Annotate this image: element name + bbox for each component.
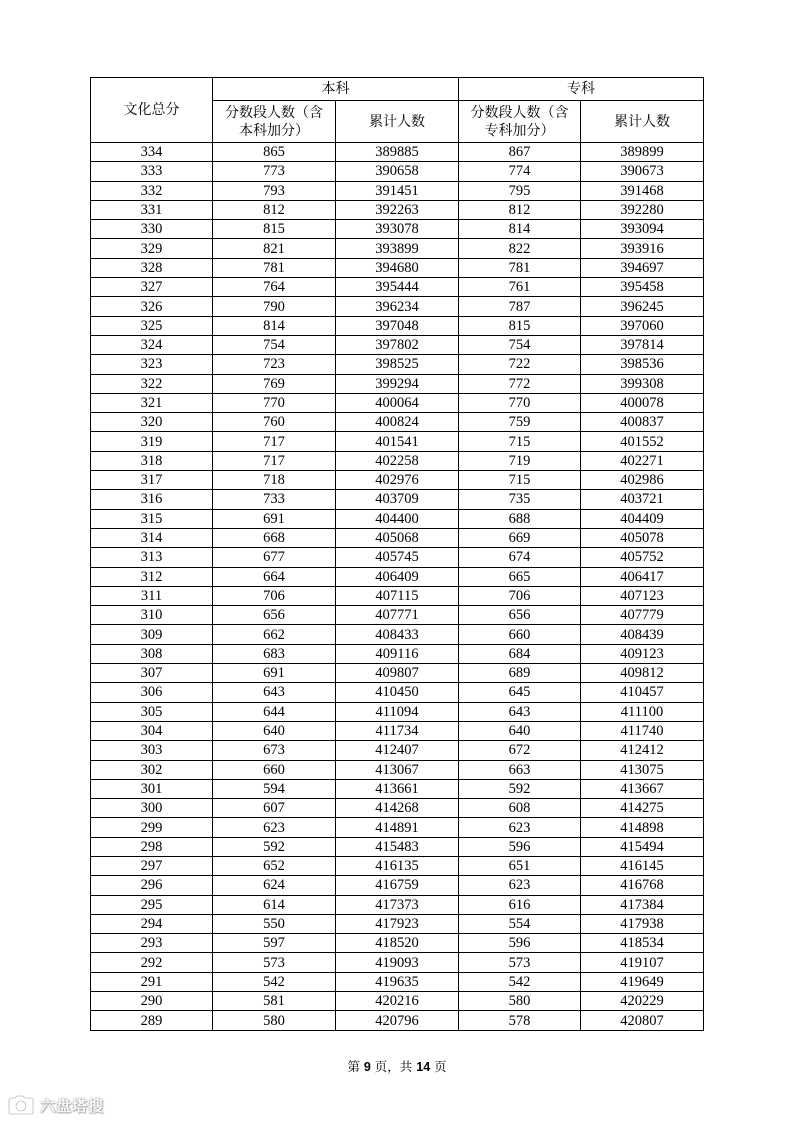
table-row [91, 490, 704, 509]
college-cumulative-cell: 402986 [581, 471, 704, 490]
undergrad-cumulative-cell: 419093 [336, 953, 459, 972]
score-cell: 322 [91, 374, 213, 393]
score-cell: 334 [91, 143, 213, 162]
undergrad-cumulative-cell: 407771 [336, 606, 459, 625]
undergrad-segment-cell: 814 [213, 316, 336, 335]
college-cumulative-cell: 393094 [581, 220, 704, 239]
header-college-segment: 分数段人数（含专科加分） [459, 101, 581, 143]
header-score: 文化总分 [91, 78, 213, 143]
score-cell: 321 [91, 393, 213, 412]
undergrad-segment-cell: 592 [213, 837, 336, 856]
undergrad-cumulative-cell: 417923 [336, 914, 459, 933]
college-cumulative-cell: 404409 [581, 509, 704, 528]
undergrad-cumulative-cell: 408433 [336, 625, 459, 644]
undergrad-cumulative-cell: 395444 [336, 278, 459, 297]
college-cumulative-cell: 411740 [581, 721, 704, 740]
undergrad-cumulative-cell: 403709 [336, 490, 459, 509]
undergrad-cumulative-cell: 410450 [336, 683, 459, 702]
undergrad-segment-cell: 733 [213, 490, 336, 509]
score-cell: 323 [91, 355, 213, 374]
score-cell: 312 [91, 567, 213, 586]
table-row [91, 721, 704, 740]
undergrad-cumulative-cell: 415483 [336, 837, 459, 856]
header-undergrad-segment: 分数段人数（含本科加分） [213, 101, 336, 143]
table-row [91, 316, 704, 335]
college-segment-cell: 640 [459, 721, 581, 740]
undergrad-cumulative-cell: 400824 [336, 413, 459, 432]
college-segment-cell: 735 [459, 490, 581, 509]
undergrad-segment-cell: 706 [213, 586, 336, 605]
college-cumulative-cell: 397814 [581, 335, 704, 354]
undergrad-segment-cell: 644 [213, 702, 336, 721]
table-row [91, 914, 704, 933]
undergrad-cumulative-cell: 409807 [336, 664, 459, 683]
undergrad-cumulative-cell: 394680 [336, 258, 459, 277]
table-row [91, 644, 704, 663]
undergrad-cumulative-cell: 409116 [336, 644, 459, 663]
table-row [91, 374, 704, 393]
undergrad-cumulative-cell: 390658 [336, 162, 459, 181]
undergrad-cumulative-cell: 419635 [336, 972, 459, 991]
undergrad-segment-cell: 717 [213, 451, 336, 470]
college-segment-cell: 651 [459, 856, 581, 875]
college-cumulative-cell: 416768 [581, 876, 704, 895]
table-row [91, 509, 704, 528]
undergrad-segment-cell: 773 [213, 162, 336, 181]
table-row [91, 220, 704, 239]
undergrad-segment-cell: 677 [213, 548, 336, 567]
table-row [91, 606, 704, 625]
college-segment-cell: 608 [459, 799, 581, 818]
score-cell: 303 [91, 741, 213, 760]
undergrad-cumulative-cell: 412407 [336, 741, 459, 760]
college-segment-cell: 867 [459, 143, 581, 162]
college-cumulative-cell: 419107 [581, 953, 704, 972]
undergrad-cumulative-cell: 389885 [336, 143, 459, 162]
undergrad-segment-cell: 664 [213, 567, 336, 586]
table-row [91, 1011, 704, 1030]
score-cell: 290 [91, 992, 213, 1011]
college-segment-cell: 623 [459, 818, 581, 837]
undergrad-cumulative-cell: 397048 [336, 316, 459, 335]
college-cumulative-cell: 418534 [581, 934, 704, 953]
college-cumulative-cell: 414275 [581, 799, 704, 818]
college-segment-cell: 674 [459, 548, 581, 567]
college-segment-cell: 616 [459, 895, 581, 914]
undergrad-segment-cell: 580 [213, 1011, 336, 1030]
college-segment-cell: 672 [459, 741, 581, 760]
table-row [91, 451, 704, 470]
undergrad-segment-cell: 723 [213, 355, 336, 374]
college-segment-cell: 663 [459, 760, 581, 779]
college-segment-cell: 822 [459, 239, 581, 258]
score-cell: 299 [91, 818, 213, 837]
undergrad-cumulative-cell: 401541 [336, 432, 459, 451]
college-cumulative-cell: 395458 [581, 278, 704, 297]
undergrad-segment-cell: 652 [213, 856, 336, 875]
score-cell: 300 [91, 799, 213, 818]
college-cumulative-cell: 410457 [581, 683, 704, 702]
college-cumulative-cell: 398536 [581, 355, 704, 374]
score-cell: 324 [91, 335, 213, 354]
college-cumulative-cell: 393916 [581, 239, 704, 258]
table-row [91, 586, 704, 605]
undergrad-segment-cell: 683 [213, 644, 336, 663]
score-cell: 313 [91, 548, 213, 567]
score-cell: 319 [91, 432, 213, 451]
score-cell: 331 [91, 200, 213, 219]
table-row [91, 799, 704, 818]
college-segment-cell: 542 [459, 972, 581, 991]
undergrad-segment-cell: 760 [213, 413, 336, 432]
score-cell: 294 [91, 914, 213, 933]
score-cell: 306 [91, 683, 213, 702]
score-cell: 292 [91, 953, 213, 972]
college-cumulative-cell: 409812 [581, 664, 704, 683]
undergrad-cumulative-cell: 404400 [336, 509, 459, 528]
score-cell: 309 [91, 625, 213, 644]
undergrad-cumulative-cell: 397802 [336, 335, 459, 354]
footer-total-pages: 14 [416, 1060, 431, 1074]
college-cumulative-cell: 417938 [581, 914, 704, 933]
college-segment-cell: 754 [459, 335, 581, 354]
undergrad-cumulative-cell: 405068 [336, 528, 459, 547]
undergrad-segment-cell: 821 [213, 239, 336, 258]
undergrad-segment-cell: 594 [213, 779, 336, 798]
college-segment-cell: 623 [459, 876, 581, 895]
undergrad-cumulative-cell: 391451 [336, 181, 459, 200]
college-cumulative-cell: 401552 [581, 432, 704, 451]
table-row [91, 895, 704, 914]
college-cumulative-cell: 397060 [581, 316, 704, 335]
watermark [6, 1094, 104, 1116]
header-undergrad-cumulative: 累计人数 [336, 101, 459, 143]
header-college-group: 专科 [459, 78, 704, 101]
table-row [91, 664, 704, 683]
table-row [91, 934, 704, 953]
table-row [91, 200, 704, 219]
college-segment-cell: 812 [459, 200, 581, 219]
undergrad-cumulative-cell: 407115 [336, 586, 459, 605]
undergrad-cumulative-cell: 402258 [336, 451, 459, 470]
college-segment-cell: 814 [459, 220, 581, 239]
score-cell: 315 [91, 509, 213, 528]
college-segment-cell: 592 [459, 779, 581, 798]
table-row [91, 143, 704, 162]
college-segment-cell: 596 [459, 934, 581, 953]
table-body [91, 143, 704, 1031]
table-row [91, 741, 704, 760]
score-cell: 311 [91, 586, 213, 605]
college-cumulative-cell: 392280 [581, 200, 704, 219]
score-cell: 293 [91, 934, 213, 953]
undergrad-cumulative-cell: 420796 [336, 1011, 459, 1030]
table-row [91, 239, 704, 258]
undergrad-cumulative-cell: 393899 [336, 239, 459, 258]
undergrad-cumulative-cell: 411094 [336, 702, 459, 721]
college-cumulative-cell: 415494 [581, 837, 704, 856]
college-cumulative-cell: 407123 [581, 586, 704, 605]
score-cell: 305 [91, 702, 213, 721]
college-segment-cell: 554 [459, 914, 581, 933]
undergrad-cumulative-cell: 393078 [336, 220, 459, 239]
table-row [91, 760, 704, 779]
undergrad-cumulative-cell: 414891 [336, 818, 459, 837]
table-row [91, 818, 704, 837]
college-segment-cell: 772 [459, 374, 581, 393]
college-segment-cell: 596 [459, 837, 581, 856]
score-cell: 301 [91, 779, 213, 798]
undergrad-segment-cell: 781 [213, 258, 336, 277]
table-row [91, 625, 704, 644]
score-cell: 333 [91, 162, 213, 181]
college-segment-cell: 580 [459, 992, 581, 1011]
undergrad-segment-cell: 691 [213, 664, 336, 683]
college-segment-cell: 643 [459, 702, 581, 721]
college-cumulative-cell: 405752 [581, 548, 704, 567]
undergrad-segment-cell: 718 [213, 471, 336, 490]
undergrad-segment-cell: 668 [213, 528, 336, 547]
score-cell: 328 [91, 258, 213, 277]
college-segment-cell: 795 [459, 181, 581, 200]
undergrad-segment-cell: 597 [213, 934, 336, 953]
college-segment-cell: 761 [459, 278, 581, 297]
college-cumulative-cell: 413667 [581, 779, 704, 798]
score-cell: 327 [91, 278, 213, 297]
college-cumulative-cell: 420807 [581, 1011, 704, 1030]
score-cell: 310 [91, 606, 213, 625]
score-cell: 316 [91, 490, 213, 509]
table-row [91, 992, 704, 1011]
college-segment-cell: 689 [459, 664, 581, 683]
undergrad-segment-cell: 815 [213, 220, 336, 239]
undergrad-cumulative-cell: 413067 [336, 760, 459, 779]
undergrad-segment-cell: 673 [213, 741, 336, 760]
college-segment-cell: 573 [459, 953, 581, 972]
college-segment-cell: 578 [459, 1011, 581, 1030]
college-segment-cell: 759 [459, 413, 581, 432]
table-row [91, 837, 704, 856]
undergrad-segment-cell: 769 [213, 374, 336, 393]
college-segment-cell: 715 [459, 432, 581, 451]
score-cell: 308 [91, 644, 213, 663]
undergrad-cumulative-cell: 414268 [336, 799, 459, 818]
score-cell: 320 [91, 413, 213, 432]
footer-prefix: 第 [347, 1059, 360, 1074]
table-row [91, 258, 704, 277]
college-segment-cell: 719 [459, 451, 581, 470]
college-segment-cell: 656 [459, 606, 581, 625]
score-cell: 304 [91, 721, 213, 740]
header-undergrad-group: 本科 [213, 78, 459, 101]
score-cell: 295 [91, 895, 213, 914]
college-cumulative-cell: 391468 [581, 181, 704, 200]
score-cell: 326 [91, 297, 213, 316]
undergrad-cumulative-cell: 418520 [336, 934, 459, 953]
college-cumulative-cell: 400078 [581, 393, 704, 412]
undergrad-segment-cell: 865 [213, 143, 336, 162]
college-cumulative-cell: 400837 [581, 413, 704, 432]
college-segment-cell: 774 [459, 162, 581, 181]
table-row [91, 471, 704, 490]
table-row [91, 779, 704, 798]
undergrad-cumulative-cell: 416135 [336, 856, 459, 875]
footer-middle: 页，共 [374, 1059, 413, 1074]
undergrad-segment-cell: 623 [213, 818, 336, 837]
undergrad-cumulative-cell: 416759 [336, 876, 459, 895]
score-cell: 325 [91, 316, 213, 335]
table-row [91, 335, 704, 354]
undergrad-cumulative-cell: 396234 [336, 297, 459, 316]
table-row [91, 702, 704, 721]
score-distribution-table [90, 77, 704, 1031]
college-cumulative-cell: 419649 [581, 972, 704, 991]
college-cumulative-cell: 416145 [581, 856, 704, 875]
undergrad-segment-cell: 754 [213, 335, 336, 354]
undergrad-segment-cell: 614 [213, 895, 336, 914]
college-cumulative-cell: 396245 [581, 297, 704, 316]
undergrad-segment-cell: 550 [213, 914, 336, 933]
college-segment-cell: 815 [459, 316, 581, 335]
college-segment-cell: 660 [459, 625, 581, 644]
footer-page-number: 9 [363, 1060, 371, 1074]
undergrad-cumulative-cell: 411734 [336, 721, 459, 740]
score-cell: 291 [91, 972, 213, 991]
college-cumulative-cell: 399308 [581, 374, 704, 393]
undergrad-segment-cell: 717 [213, 432, 336, 451]
table-row [91, 856, 704, 875]
undergrad-segment-cell: 640 [213, 721, 336, 740]
footer-suffix: 页 [434, 1059, 447, 1074]
score-cell: 298 [91, 837, 213, 856]
undergrad-cumulative-cell: 405745 [336, 548, 459, 567]
header-college-cumulative: 累计人数 [581, 101, 704, 143]
table-row [91, 278, 704, 297]
college-segment-cell: 688 [459, 509, 581, 528]
table-row [91, 953, 704, 972]
table-row [91, 297, 704, 316]
score-cell: 332 [91, 181, 213, 200]
table-row [91, 181, 704, 200]
undergrad-segment-cell: 691 [213, 509, 336, 528]
undergrad-segment-cell: 660 [213, 760, 336, 779]
college-segment-cell: 669 [459, 528, 581, 547]
undergrad-segment-cell: 662 [213, 625, 336, 644]
table-row [91, 528, 704, 547]
score-cell: 289 [91, 1011, 213, 1030]
undergrad-cumulative-cell: 400064 [336, 393, 459, 412]
undergrad-cumulative-cell: 417373 [336, 895, 459, 914]
undergrad-cumulative-cell: 398525 [336, 355, 459, 374]
camera-icon [6, 1094, 36, 1116]
table-row [91, 355, 704, 374]
undergrad-segment-cell: 542 [213, 972, 336, 991]
college-segment-cell: 787 [459, 297, 581, 316]
table-row [91, 413, 704, 432]
undergrad-segment-cell: 643 [213, 683, 336, 702]
score-cell: 330 [91, 220, 213, 239]
score-cell: 302 [91, 760, 213, 779]
table-row [91, 876, 704, 895]
table-row [91, 162, 704, 181]
undergrad-segment-cell: 656 [213, 606, 336, 625]
college-cumulative-cell: 389899 [581, 143, 704, 162]
table-row [91, 393, 704, 412]
college-segment-cell: 781 [459, 258, 581, 277]
undergrad-segment-cell: 812 [213, 200, 336, 219]
undergrad-segment-cell: 581 [213, 992, 336, 1011]
college-cumulative-cell: 394697 [581, 258, 704, 277]
undergrad-cumulative-cell: 413661 [336, 779, 459, 798]
college-cumulative-cell: 409123 [581, 644, 704, 663]
undergrad-cumulative-cell: 406409 [336, 567, 459, 586]
undergrad-cumulative-cell: 392263 [336, 200, 459, 219]
college-cumulative-cell: 411100 [581, 702, 704, 721]
college-cumulative-cell: 408439 [581, 625, 704, 644]
college-cumulative-cell: 402271 [581, 451, 704, 470]
undergrad-segment-cell: 624 [213, 876, 336, 895]
table-row [91, 972, 704, 991]
undergrad-segment-cell: 764 [213, 278, 336, 297]
college-cumulative-cell: 406417 [581, 567, 704, 586]
score-cell: 296 [91, 876, 213, 895]
college-cumulative-cell: 390673 [581, 162, 704, 181]
college-cumulative-cell: 417384 [581, 895, 704, 914]
watermark-text: 六盘塔搜 [40, 1096, 105, 1115]
college-cumulative-cell: 413075 [581, 760, 704, 779]
table-row [91, 567, 704, 586]
undergrad-cumulative-cell: 402976 [336, 471, 459, 490]
college-cumulative-cell: 420229 [581, 992, 704, 1011]
college-segment-cell: 665 [459, 567, 581, 586]
score-cell: 307 [91, 664, 213, 683]
undergrad-cumulative-cell: 420216 [336, 992, 459, 1011]
college-cumulative-cell: 414898 [581, 818, 704, 837]
college-segment-cell: 706 [459, 586, 581, 605]
table-row [91, 432, 704, 451]
college-segment-cell: 715 [459, 471, 581, 490]
college-cumulative-cell: 405078 [581, 528, 704, 547]
undergrad-segment-cell: 793 [213, 181, 336, 200]
undergrad-segment-cell: 607 [213, 799, 336, 818]
college-cumulative-cell: 407779 [581, 606, 704, 625]
score-cell: 318 [91, 451, 213, 470]
college-segment-cell: 770 [459, 393, 581, 412]
college-cumulative-cell: 412412 [581, 741, 704, 760]
college-segment-cell: 645 [459, 683, 581, 702]
college-segment-cell: 722 [459, 355, 581, 374]
score-cell: 329 [91, 239, 213, 258]
undergrad-segment-cell: 573 [213, 953, 336, 972]
undergrad-cumulative-cell: 399294 [336, 374, 459, 393]
page-footer [0, 1057, 794, 1075]
score-cell: 314 [91, 528, 213, 547]
table-row [91, 683, 704, 702]
score-cell: 317 [91, 471, 213, 490]
undergrad-segment-cell: 770 [213, 393, 336, 412]
college-segment-cell: 684 [459, 644, 581, 663]
undergrad-segment-cell: 790 [213, 297, 336, 316]
table-row [91, 548, 704, 567]
college-cumulative-cell: 403721 [581, 490, 704, 509]
score-cell: 297 [91, 856, 213, 875]
